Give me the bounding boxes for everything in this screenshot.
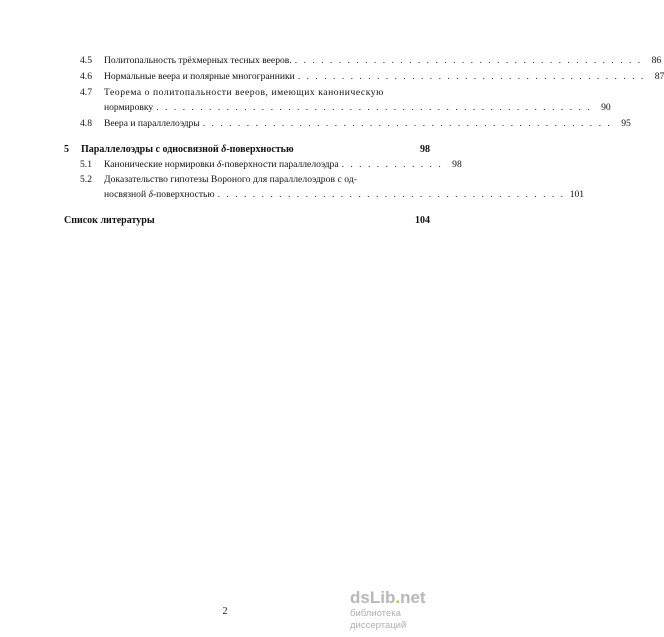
dot-leader: . . . . . . . . . . . . [341, 159, 443, 170]
page-ref: 104 [415, 215, 430, 226]
bibliography-title: Список литературы [64, 215, 155, 226]
section-number: 4.7 [80, 87, 92, 98]
section-number: 4.6 [80, 71, 92, 82]
page-number: 2 [222, 606, 228, 617]
watermark-subtitle: библиотека диссертаций [350, 608, 407, 631]
page-ref: 95 [621, 118, 631, 129]
section-title-line1: Доказательство гипотезы Вороного для параллелоэдров с од- [104, 174, 357, 185]
chapter-number: 5 [64, 144, 69, 155]
dot-leader: . . . . . . . . . . . . . . . . . . . . . . . . . . . . . . . . . . . . . . . . [294, 55, 643, 66]
chapter-title: Параллелоэдры с односвязной δ-поверхностью [81, 144, 294, 155]
page-ref: 98 [420, 144, 430, 155]
section-number: 4.5 [80, 55, 92, 66]
section-number: 5.2 [80, 174, 92, 185]
dot-leader: . . . . . . . . . . . . . . . . . . . . . . . . . . . . . . . . . . . . . . . . [297, 71, 646, 82]
section-title-line1: Теорема о политопальности вееров, имеющих каноническую [104, 87, 384, 98]
dot-leader: . . . . . . . . . . . . . . . . . . . . . . . . . . . . . . . . . . . . . . . . [217, 189, 566, 200]
section-title: Нормальные веера и полярные многогранники [104, 71, 295, 82]
section-title-line2: носвязной δ-поверхностью [104, 189, 215, 200]
section-title: Канонические нормировки δ-поверхности параллелоэдра [104, 159, 339, 170]
page-ref: 86 [651, 55, 662, 66]
dot-leader: . . . . . . . . . . . . . . . . . . . . . . . . . . . . . . . . . . . . . . . . . . . . . . . . . . [156, 102, 592, 113]
section-title: Политопальность трёхмерных тесных вееров. [104, 55, 292, 66]
section-number: 4.8 [80, 118, 92, 129]
page-ref: 101 [569, 189, 585, 200]
section-number: 5.1 [80, 159, 92, 170]
page-ref: 98 [452, 159, 462, 170]
page-ref: 90 [601, 102, 611, 113]
watermark-logo [350, 589, 446, 632]
page-ref: 87 [654, 71, 664, 82]
watermark-logo-text: dsLib.net [350, 588, 426, 607]
dot-leader: . . . . . . . . . . . . . . . . . . . . . . . . . . . . . . . . . . . . . . . . . . . . . . . [202, 118, 612, 129]
section-title: Веера и параллелоэдры [104, 118, 200, 129]
section-title-line2: нормировку [104, 102, 154, 113]
